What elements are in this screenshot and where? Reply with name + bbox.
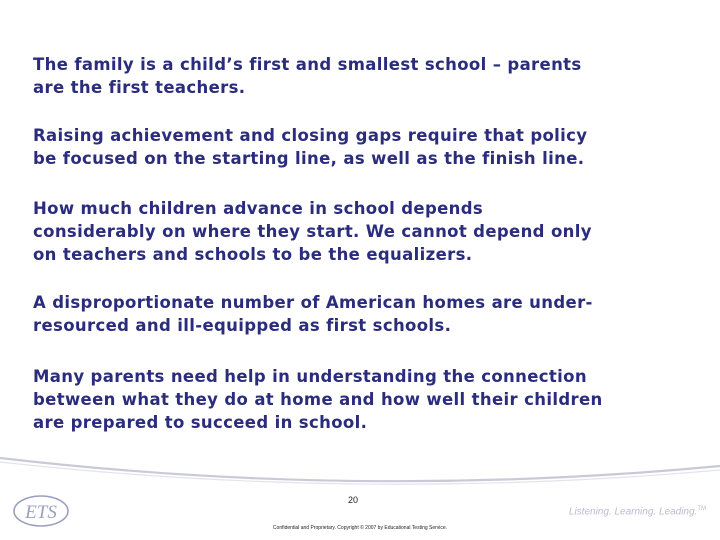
paragraph-5: Many parents need help in understanding the connection between what they do at home and how well their children are prepared to succeed in school. bbox=[33, 367, 603, 432]
copyright-notice: Confidential and Proprietary. Copyright © 2007 by Educational Testing Service. bbox=[272, 525, 448, 531]
tagline-text: Listening. Learning. Leading. bbox=[568, 506, 698, 518]
paragraph-2: Raising achievement and closing gaps require that policy be focused on the starting line, as well as the finish line. bbox=[33, 126, 588, 168]
paragraph-4: A disproportionate number of American homes are under- resourced and ill-equipped as first schools. bbox=[33, 293, 593, 335]
ets-logo-text: ETS bbox=[25, 502, 57, 523]
ets-logo bbox=[12, 493, 74, 529]
paragraph-1: The family is a child’s first and smallest school – parents are the first teachers. bbox=[33, 55, 582, 97]
tagline bbox=[569, 506, 706, 517]
page-number: 20 bbox=[347, 495, 358, 505]
paragraph-3: How much children advance in school depends considerably on where they start. We cannot depend only on teachers and schools to be the equalizers. bbox=[33, 199, 592, 264]
trademark: TM bbox=[697, 506, 706, 512]
